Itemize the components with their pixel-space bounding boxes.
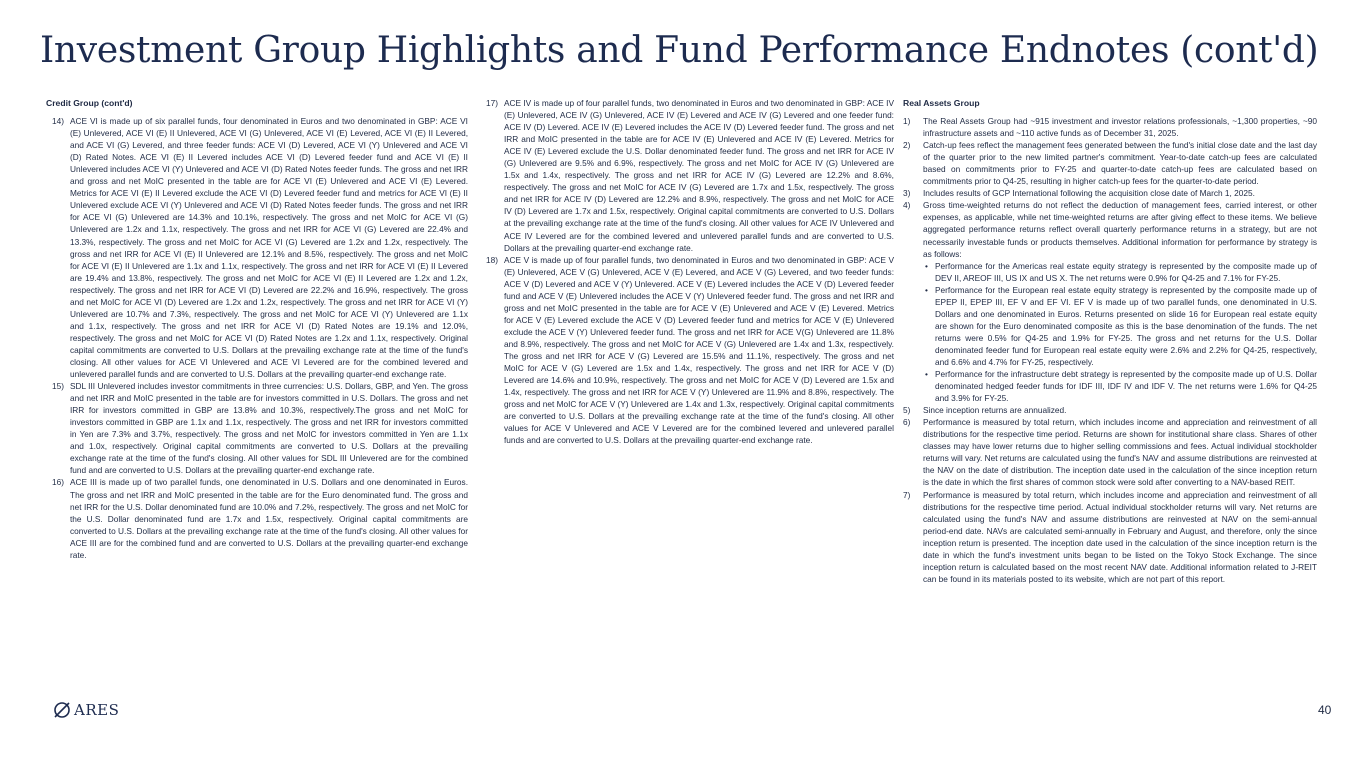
endnote-number: 6) xyxy=(903,417,911,428)
endnote-ra-5 xyxy=(903,404,1317,416)
bullet-icon: • xyxy=(925,369,928,380)
endnote-text: ACE III is made up of two parallel funds, one denominated in U.S. Dollars and one denominated in Euros. The gross and net IRR and MoIC presented in the table are for the Euro denominated fund. The gross and net IRR for the U.S. Dollar denominated fund are 10.0% and 7.2%, respectively. The gross and net MoIC for the U.S. Dollar denominated fund are 1.7x and 1.5x, respectively. Original capital commitments are converted to U.S. Dollars at the prevailing exchange rate at the time of the fund's closing. All other values for ACE III are for the combined fund and are converted to U.S. Dollars at the prevailing quarter-end exchange rate. xyxy=(70,477,468,560)
endnote-ra-2 xyxy=(903,139,1317,187)
endnote-number: 17) xyxy=(486,98,498,108)
endnote-ra-6 xyxy=(903,416,1317,488)
endnote-number: 16) xyxy=(52,477,64,488)
endnote-15 xyxy=(46,380,468,476)
endnote-16 xyxy=(46,476,468,560)
endnote-number: 3) xyxy=(903,188,911,199)
bullet-item xyxy=(923,284,1317,368)
bullet-text: Performance for the European real estate equity strategy is represented by the composite made up of EPEP II, EPEP III, EF V and EF VI. EF V is made up of two parallel funds, one denominated in U.S. Dollars and one denominated in Euros. Returns presented on slide 16 for European real estate equity are shown for the Euro denominated composite as this is the base denomination of the funds. The net returns were 0.5% for Q4-25 and 1.9% for FY-25. The gross and net returns for the U.S. Dollar denominated feeder fund for European real estate equity were 2.6% and 2.2% for Q4-25, respectively, and 6.6% and 4.7% for FY-25, respectively. xyxy=(935,284,1317,367)
section-heading-credit-group: Credit Group (cont'd) xyxy=(46,98,133,108)
endnote-text: The Real Assets Group had ~915 investment and investor relations professionals, ~1,300 properties, ~90 infrastructure assets and ~110 active funds as of December 31, 2025. xyxy=(923,116,1317,139)
endnote-ra-7 xyxy=(903,489,1317,585)
endnote-number: 18) xyxy=(486,254,498,265)
bullet-list xyxy=(923,260,1317,405)
endnote-number: 7) xyxy=(903,489,911,500)
bullet-text: Performance for the infrastructure debt strategy is represented by the composite made up of U.S. Dollar denominated hedged feeder funds for IDF III, IDF IV and IDF V. The net returns were 1.6% for Q4-25 and 3.9% for FY-25. xyxy=(935,369,1317,404)
endnote-number: 4) xyxy=(903,200,911,211)
endnote-text: ACE IV is made up of four parallel funds, two denominated in Euros and two denominated in GBP: ACE IV (E) Unlevered, ACE IV (G) Unlevered, ACE IV (E) Levered and ACE IV (G) Levered and one feeder fund: ACE IV (D) Levered. ACE IV (E) Levered includes the ACE IV (D) Levered feeder fund. The gross and net IRR and MoIC presented in the table are for ACE IV (E) Unlevered and ACE IV (E) Levered. Metrics for ACE IV (E) Levered exclude the U.S. Dollar denominated feeder fund. The gross and net IRR for ACE IV (G) Unlevered are 9.5% and 6.9%, respectively. The gross and net MoIC for ACE IV (G) Unlevered are 1.5x and 1.4x, respectively. The gross and net IRR for ACE IV (G) Levered are 12.2% and 8.6%, respectively. The gross and net MoIC for ACE IV (G) Levered are 1.7x and 1.5x, respectively. The gross and net IRR for ACE IV (D) Levered are 12.2% and 8.9%, respectively. The gross and net MoIC for ACE IV (D) Levered are 1.7x and 1.5x, respectively. Original capital commitments are converted to U.S. Dollars at the prevailing exchange rate at the time of the fund's closing. All other values for ACE IV Unlevered and ACE IV Levered are for the combined levered and unlevered parallel funds and are converted to U.S. Dollars at the prevailing quarter-end exchange rate. xyxy=(504,98,894,253)
page-number: 40 xyxy=(1318,703,1332,717)
ares-logo xyxy=(52,700,119,720)
endnote-number: 14) xyxy=(52,116,64,127)
bullet-item xyxy=(923,260,1317,284)
logo-wordmark: ARES xyxy=(74,701,120,719)
endnote-number: 2) xyxy=(903,140,911,151)
endnote-text: Catch-up fees reflect the management fees generated between the fund's initial close date and the last day of the quarter prior to the new limited partner's commitment. Year-to-date catch-up fees are calculated based on commitments prior to FY-25 and quarter-to-date catch-up fees are calculated based on commitments prior to Q4-25, resulting in higher catch-up fees for the quarter-to-date period. xyxy=(923,140,1317,187)
bullet-text: Performance for the Americas real estate equity strategy is represented by the composite made up of DEV II, AREOF III, US IX and US X. The net returns were 0.9% for Q4-25 and 7.1% for FY-25. xyxy=(935,260,1317,283)
endnote-number: 1) xyxy=(903,116,911,127)
bullet-icon: • xyxy=(925,260,928,271)
endnote-text: ACE V is made up of four parallel funds, two denominated in Euros and two denominated in GBP: ACE V (E) Unlevered, ACE V (G) Unlevered, ACE V (E) Levered, and ACE V (G) Levered, and two feeder funds: ACE V (D) Levered and ACE V (Y) Unlevered. ACE V (E) Levered includes the ACE V (D) Levered feeder fund and ACE V (E) Unlevered includes the ACE V (Y) Unlevered feeder fund. The gross and net IRR and gross and net MoIC presented in the table are for ACE V (E) Unlevered and ACE V (E) Levered. Metrics for ACE V (E) Levered exclude the ACE V (D) Levered feeder fund and metrics for ACE V (E) Unlevered exclude the ACE V (Y) Unlevered feeder fund. The gross and net IRR for ACE V(G) Unlevered are 11.8% and 8.9%, respectively. The gross and net MoIC for ACE V (G) Unlevered are 1.4x and 1.3x, respectively. The gross and net IRR for ACE V (G) Levered are 15.5% and 11.1%, respectively. The gross and net MoIC for ACE V (G) Levered are 1.5x and 1.4x, respectively. The gross and net IRR for ACE V (D) Levered are 14.6% and 10.9%, respectively. The gross and net MoIC for ACE V (D) Levered are 1.5x and 1.4x, respectively. The gross and net IRR for ACE V (Y) Unlevered are 11.9% and 8.8%, respectively. The gross and net MoIC for ACE V (Y) Unlevered are 1.4x and 1.3x, respectively. Original capital commitments are converted to U.S. Dollars at the prevailing exchange rate at the time of the fund's closing. All other values for ACE V Unlevered and ACE V Levered are for the combined levered and unlevered parallel funds and are converted to U.S. Dollars at the prevailing quarter-end exchange rate. xyxy=(504,254,894,446)
endnote-ra-3 xyxy=(903,187,1317,199)
endnote-ra-4 xyxy=(903,199,1317,404)
endnote-number: 5) xyxy=(903,405,911,416)
column-credit-group xyxy=(46,97,468,561)
bullet-icon: • xyxy=(925,284,928,295)
endnote-ra-1 xyxy=(903,115,1317,139)
endnote-text: Since inception returns are annualized. xyxy=(923,405,1067,416)
endnote-body xyxy=(923,199,1317,404)
endnote-17 xyxy=(480,97,894,254)
endnote-text: Performance is measured by total return, which includes income and appreciation and reinvestment of all distributions for the respective time period. Actual individual stockholder returns will vary. Net returns are calculated using the fund's NAV and assume distributions are reinvested at NAV on the semi-annual period-end date. NAVs are calculated semi-annually in February and August, and therefore, only the since inception return is presented. The inception date used in the calculation of the since inception return is the date in which the fund's investment units began to be listed on the Tokyo Stock Exchange. The since inception return is calculated based on the most recent NAV date. Additional information related to J-REIT can be found in its materials posted to its website, which are not part of this report. xyxy=(923,489,1317,584)
endnote-text: ACE VI is made up of six parallel funds, four denominated in Euros and two denominated in GBP: ACE VI (E) Unlevered, ACE VI (E) II Unlevered, ACE VI (G) Unlevered, ACE VI (E) Levered, ACE VI (E) II Levered, and ACE VI (G) Levered, and three feeder funds: ACE VI (D) Levered, ACE VI (Y) Unlevered and ACE VI (D) Rated Notes. ACE VI (E) II Levered includes ACE VI (D) Levered feeder fund and ACE VI (E) II Unlevered includes ACE VI (Y) Unlevered and ACE VI (D) Rated Notes feeder funds. The gross and net IRR and gross and net MoIC presented in the table are for ACE VI (E) Unlevered and ACE VI (E) Levered. Metrics for ACE VI (E) II Levered exclude the ACE VI (D) Levered feeder fund and metrics for ACE VI (E) II Unlevered exclude ACE VI (Y) Unlevered and ACE VI (D) Rated Notes feeder funds. The gross and net IRR for ACE VI (G) Unlevered are 14.3% and 10.1%, respectively. The gross and net MoIC for ACE VI (G) Unlevered are 1.2x and 1.1x, respectively. The gross and net IRR for ACE VI (G) Levered are 22.4% and 13.3%, respectively. The gross and net MoIC for ACE VI (G) Levered are 1.2x and 1.2x, respectively. The gross and net IRR for ACE VI (E) II Unlevered are 12.1% and 8.5%, respectively. The gross and net MoIC for ACE VI (E) II Unlevered are 1.1x and 1.1x, respectively. The gross and net IRR for ACE VI (E) II Levered are 19.4% and 13.8%, respectively. The gross and net MoIC for ACE VI (E) II Levered are 1.2x and 1.2x, respectively. The gross and net IRR for ACE VI (D) Levered are 22.2% and 16.9%, respectively. The gross and net MoIC for ACE VI (D) Levered are 1.2x and 1.2x, respectively. The gross and net IRR for ACE VI (Y) Unlevered are 10.7% and 7.3%, respectively. The gross and net MoIC for ACE VI (Y) Unlevered are 1.1x and 1.1x, respectively. The gross and net IRR for ACE VI (D) Rated Notes are 19.1% and 12.0%, respectively. The gross and net MoIC for ACE VI (D) Rated Notes are 1.2x and 1.1x, respectively. Original capital commitments are converted to U.S. Dollars at the prevailing exchange rate at the time of the fund's closing. All other values for ACE VI Unlevered and ACE VI Levered are for the combined levered and unlevered parallel funds and are converted to U.S. Dollars at the prevailing quarter-end exchange rate. xyxy=(70,116,468,380)
endnote-text: Includes results of GCP International following the acquisition close date of March 1, 2025. xyxy=(923,188,1255,199)
ares-mark-icon xyxy=(52,700,72,720)
endnote-18 xyxy=(480,254,894,447)
column-real-assets-group xyxy=(903,97,1317,585)
endnote-text: Gross time-weighted returns do not reflect the deduction of management fees, carried interest, or other expenses, as applicable, while net time-weighted returns are after giving effect to these items. We believe aggregated performance returns reflect overall quarterly performance returns in a strategy, but are not necessarily investable funds or products themselves. Additional information for performance by strategy is as follows: xyxy=(923,200,1317,259)
bullet-item xyxy=(923,368,1317,404)
page-title: Investment Group Highlights and Fund Performance Endnotes (cont'd) xyxy=(40,30,1319,71)
endnote-text: SDL III Unlevered includes investor commitments in three currencies: U.S. Dollars, GBP, and Yen. The gross and net IRR and MoIC presented in the table are for investors committed in U.S. Dollars. The gross and net IRR for investors committed in GBP are 13.8% and 10.3%, respectively.The gross and net MoIC for investors committed in GBP are 1.1x and 1.1x, respectively. The gross and net IRR for investors committed in Yen are 7.3% and 3.7%, respectively. The gross and net MoIC for investors committed in Yen are 1.1x and 1.0x, respectively. Original capital commitments are converted to U.S. Dollars at the prevailing exchange rate at the time of the fund's closing. All other values for SDL III Unlevered are for the combined fund and are converted to U.S. Dollars at the prevailing quarter-end exchange rate. xyxy=(70,381,468,476)
section-heading-real-assets-group: Real Assets Group xyxy=(903,98,980,108)
endnote-text: Performance is measured by total return, which includes income and appreciation and reinvestment of all distributions for the respective time period. Returns are shown for institutional share class. Shares of other classes may have lower returns due to higher selling commissions and fees. Actual individual stockholder returns will vary. Net returns are calculated using the fund's NAV and assume distributions are reinvested at the NAV on the date of distribution. The inception date used in the calculation of the since inception return is the date in which the first shares of common stock were sold after converting to a NAV-based REIT. xyxy=(923,417,1317,488)
endnote-14 xyxy=(46,115,468,380)
endnote-number: 15) xyxy=(52,381,64,392)
column-credit-group-continued xyxy=(480,97,894,446)
